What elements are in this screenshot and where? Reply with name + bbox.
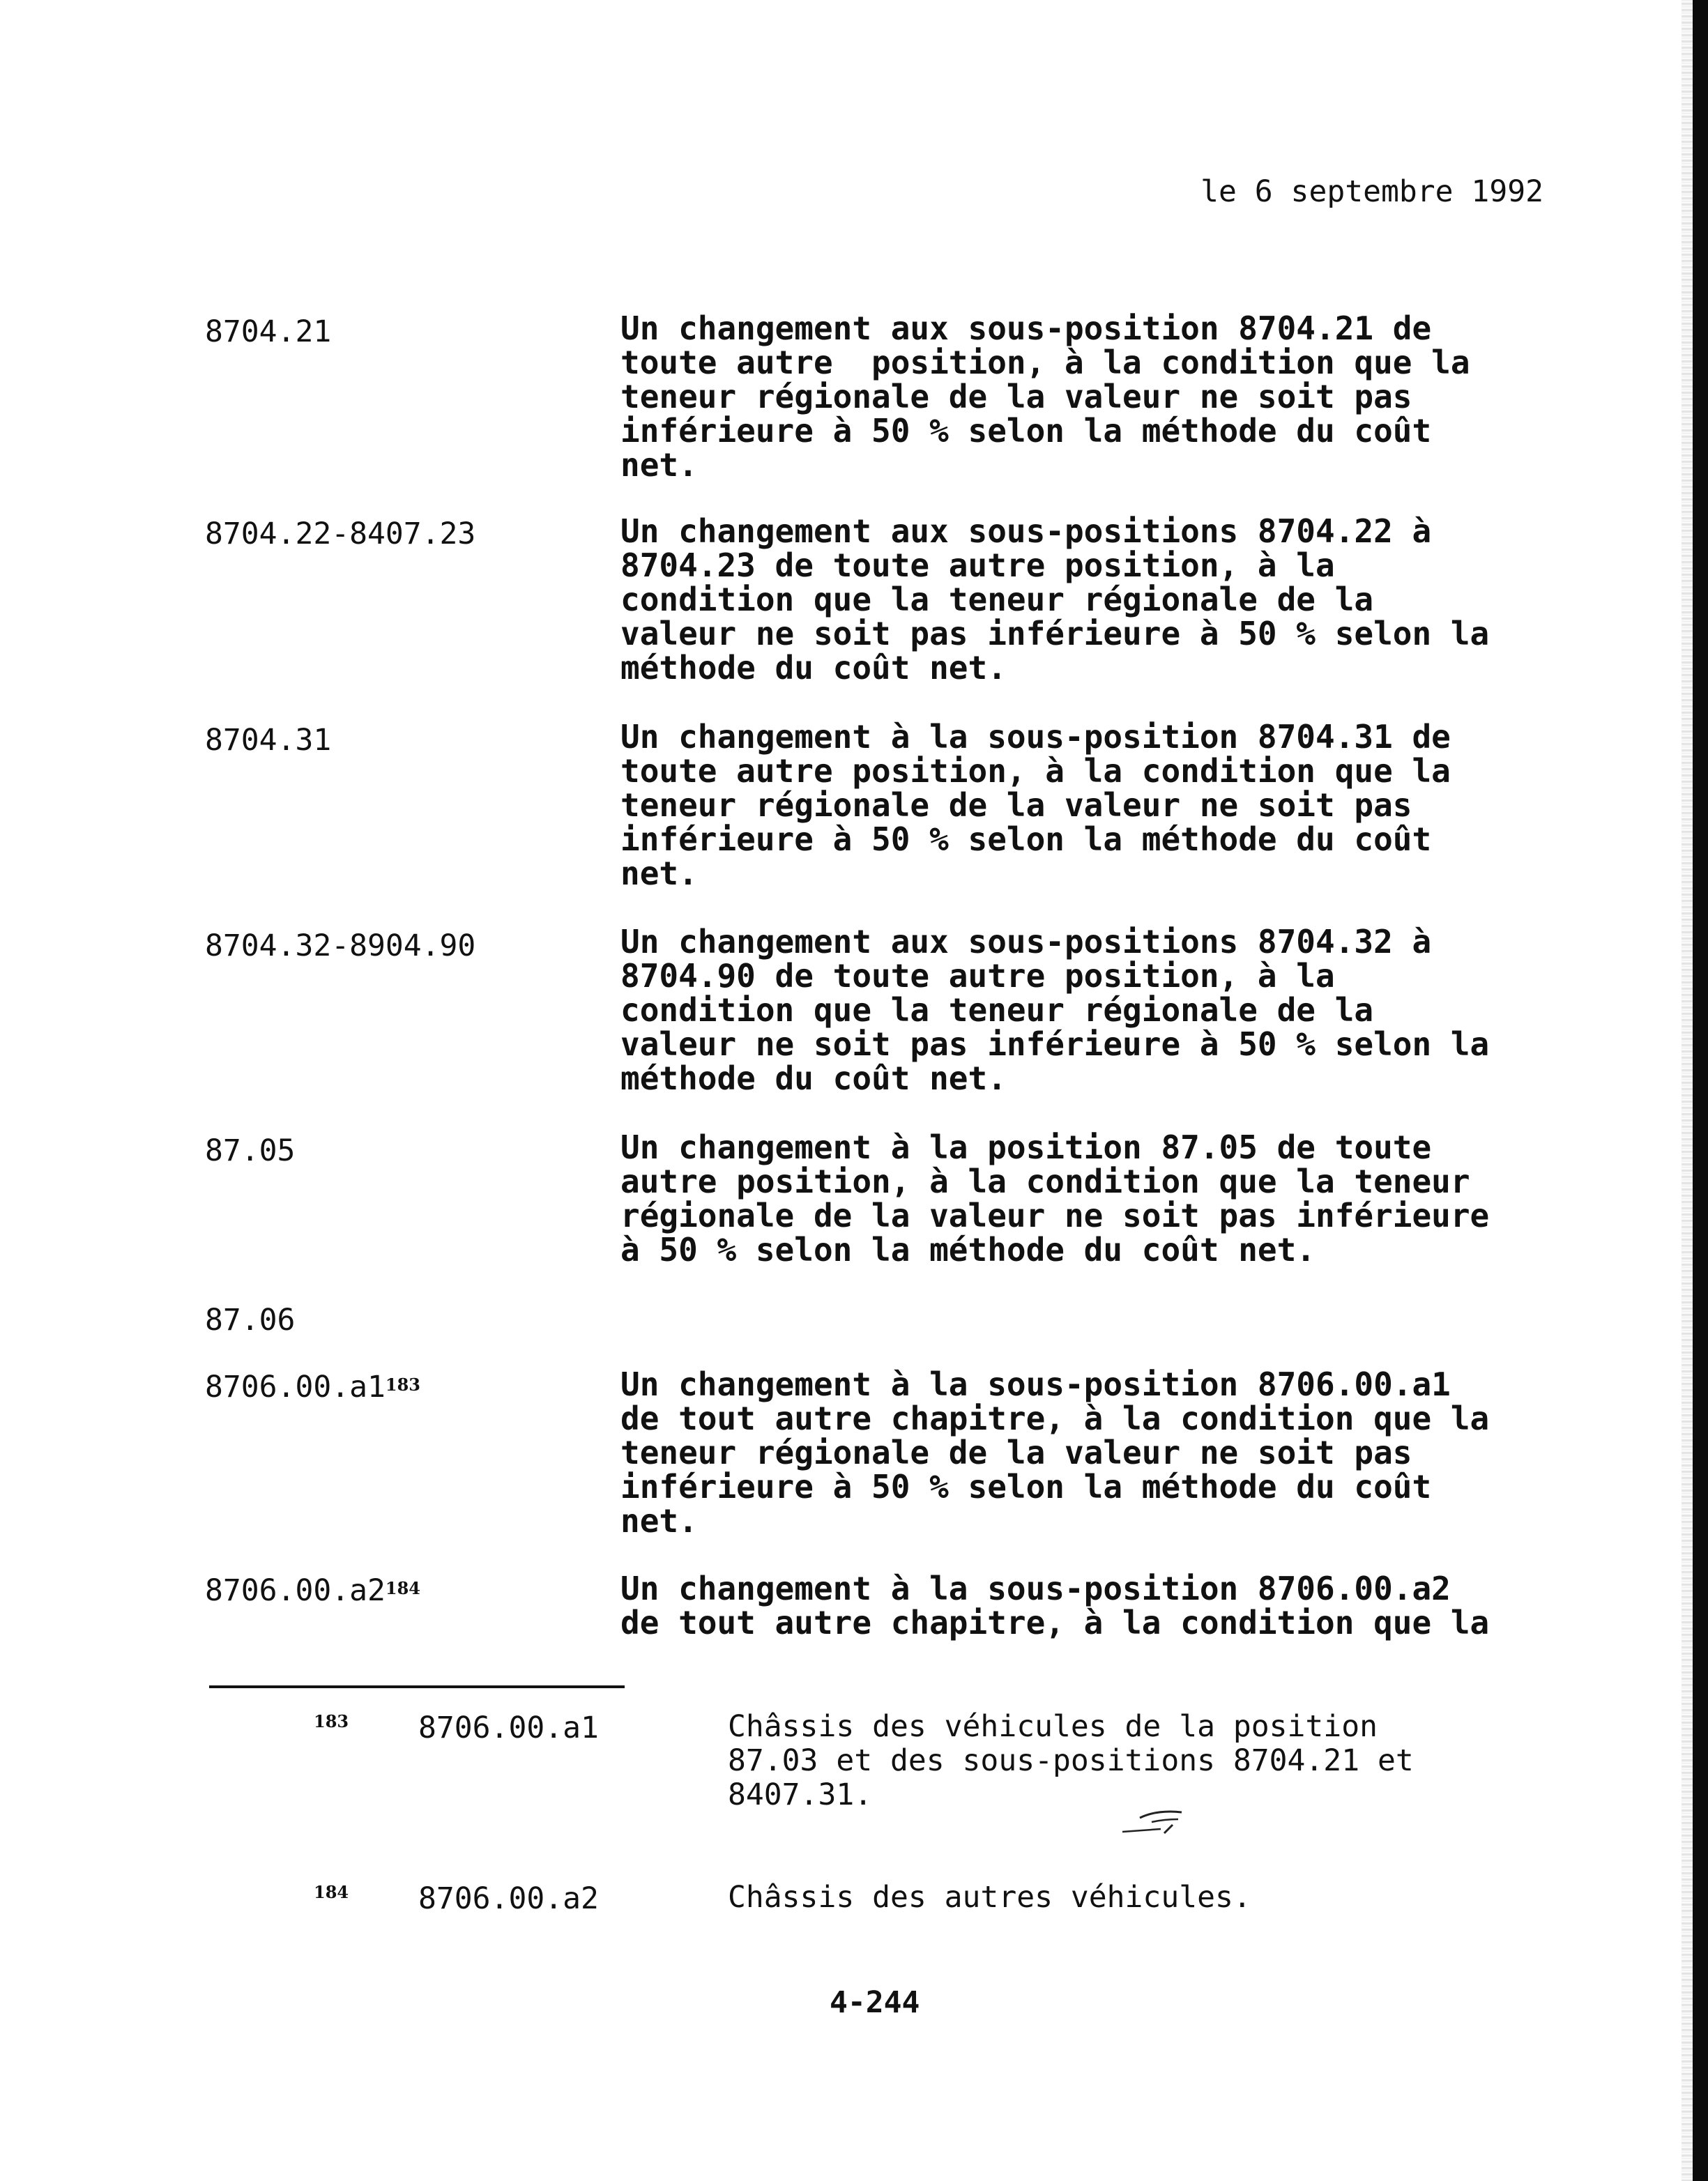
tariff-code: 87.05 [205, 1133, 296, 1168]
description-line: net. [620, 855, 698, 892]
tariff-code: 8704.21 [205, 314, 332, 349]
footnote-ref: 184 [385, 1578, 420, 1598]
description-line: autre position, à la condition que la teneur [620, 1163, 1470, 1200]
tariff-code-text: 8706.00.a1 [205, 1370, 386, 1405]
description-line: toute autre position, à la condition que la [620, 344, 1470, 381]
rule-description [620, 1365, 1596, 1540]
tariff-code: 87.06 [205, 1303, 296, 1338]
description-line: Un changement à la sous-position 8706.00.a2 [620, 1570, 1451, 1607]
description-line: méthode du coût net. [620, 1059, 1007, 1097]
description-line: teneur régionale de la valeur ne soit pas [620, 378, 1412, 415]
description-line: inférieure à 50 % selon la méthode du coût [620, 1468, 1432, 1506]
document-date: le 6 septembre 1992 [1200, 174, 1543, 209]
rule-description [620, 514, 1596, 685]
tariff-code [205, 1574, 420, 1608]
scan-edge [1693, 0, 1708, 2181]
footnote-code: 8706.00.a2 [418, 1881, 599, 1916]
footnote-line: Châssis des véhicules de la position [728, 1709, 1378, 1744]
footnote-number: 183 [314, 1711, 349, 1731]
rule-description [620, 1572, 1596, 1640]
description-line: condition que la teneur régionale de la [620, 991, 1374, 1029]
footnote-number: 184 [314, 1882, 349, 1902]
description-line: Un changement à la position 87.05 de toute [620, 1128, 1432, 1166]
description-line: de tout autre chapitre, à la condition que la [620, 1400, 1490, 1437]
footnote-separator [209, 1685, 625, 1688]
description-line: toute autre position, à la condition que la [620, 752, 1451, 790]
footnote-line: Châssis des autres véhicules. [728, 1880, 1251, 1915]
description-line: net. [620, 1502, 698, 1540]
footnote-text [728, 1881, 1251, 1915]
description-line: teneur régionale de la valeur ne soit pas [620, 786, 1412, 824]
tariff-code: 8704.22-8407.23 [205, 516, 476, 551]
footnote-line: 87.03 et des sous-positions 8704.21 et [728, 1743, 1414, 1778]
description-line: Un changement à la sous-position 8704.31 de [620, 718, 1451, 756]
description-line: de tout autre chapitre, à la condition que la [620, 1604, 1490, 1642]
rule-description [620, 1128, 1596, 1269]
description-line: inférieure à 50 % selon la méthode du coût [620, 412, 1432, 450]
description-line: à 50 % selon la méthode du coût net. [620, 1231, 1316, 1269]
handwritten-mark [1108, 1805, 1192, 1840]
description-line: Un changement aux sous-positions 8704.32 à [620, 923, 1432, 961]
tariff-code [205, 1370, 420, 1405]
rule-description [620, 925, 1596, 1096]
scan-edge-noise [1682, 0, 1693, 2181]
description-line: Un changement aux sous-positions 8704.22 à [620, 512, 1432, 550]
footnote-ref: 183 [385, 1375, 420, 1395]
description-line: teneur régionale de la valeur ne soit pas [620, 1434, 1412, 1471]
description-line: 8704.23 de toute autre position, à la [620, 546, 1335, 584]
description-line: Un changement aux sous-position 8704.21 de [620, 309, 1432, 347]
description-line: méthode du coût net. [620, 649, 1007, 687]
footnote-line: 8407.31. [728, 1777, 873, 1812]
tariff-code: 8704.32-8904.90 [205, 928, 476, 963]
rule-description [620, 309, 1596, 484]
description-line: valeur ne soit pas inférieure à 50 % selon la [620, 615, 1490, 652]
footnote-text [728, 1710, 1414, 1812]
description-line: régionale de la valeur ne soit pas inférieure [620, 1197, 1490, 1234]
description-line: inférieure à 50 % selon la méthode du coût [620, 820, 1432, 858]
tariff-code-text: 8706.00.a2 [205, 1573, 386, 1608]
description-line: 8704.90 de toute autre position, à la [620, 957, 1335, 995]
page-number: 4-244 [830, 1985, 920, 2020]
description-line: net. [620, 446, 698, 484]
description-line: valeur ne soit pas inférieure à 50 % selon la [620, 1025, 1490, 1063]
tariff-code: 8704.31 [205, 723, 332, 758]
description-line: Un changement à la sous-position 8706.00.a1 [620, 1365, 1451, 1403]
rule-description [620, 720, 1596, 891]
footnote-code: 8706.00.a1 [418, 1711, 599, 1745]
description-line: condition que la teneur régionale de la [620, 581, 1374, 618]
